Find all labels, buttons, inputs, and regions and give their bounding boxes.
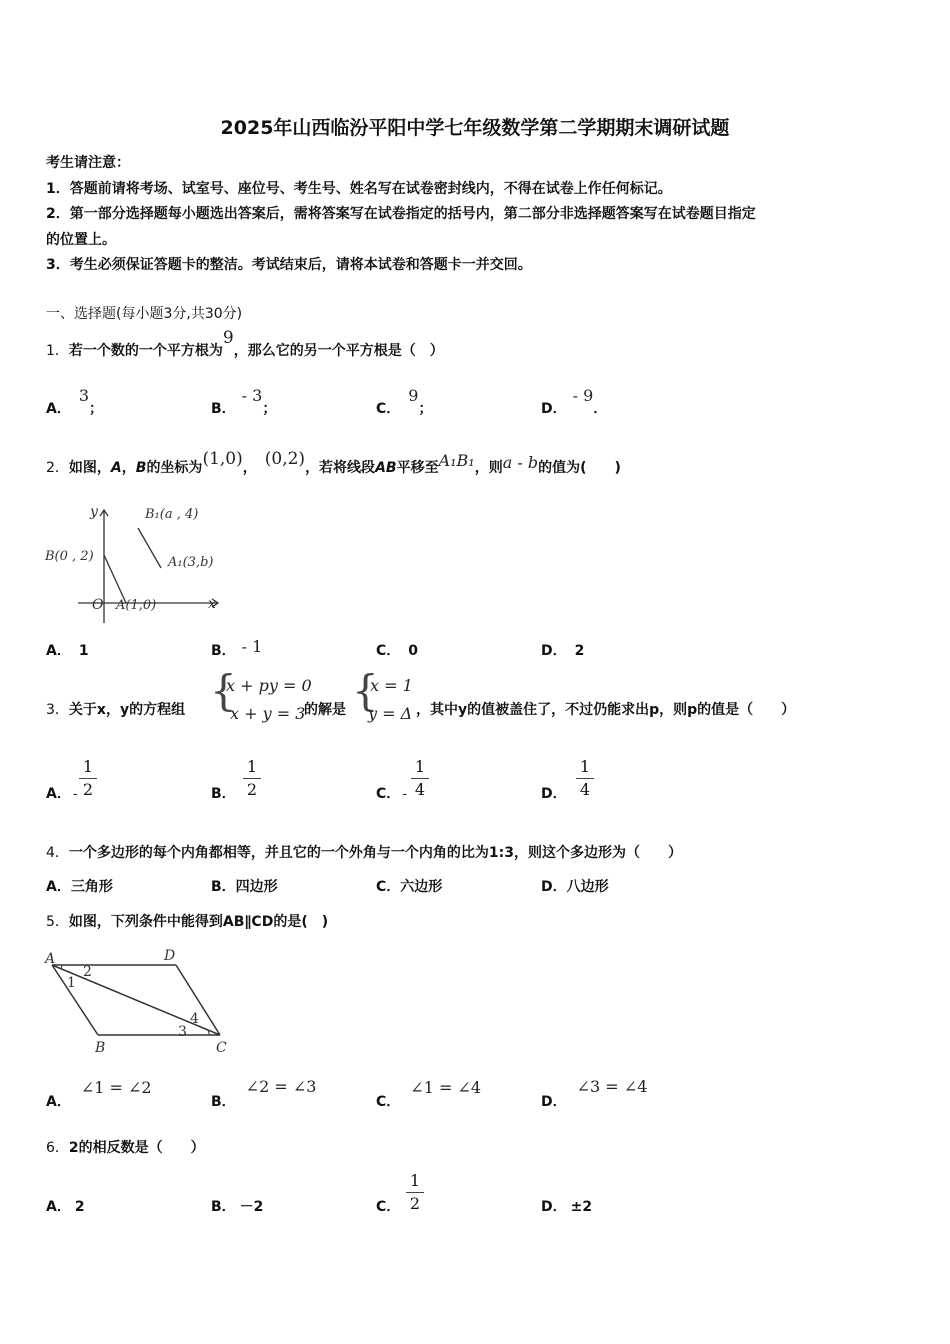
q5-option-d[interactable]: D．∠3 = ∠4 bbox=[541, 1077, 648, 1110]
q5-parallelogram-figure bbox=[40, 945, 240, 1060]
notice-item-2: 2．第一部分选择题每小题选出答案后，需将答案写在试卷指定的括号内，第二部分非选择题答案写在试卷题目指定 bbox=[46, 206, 756, 222]
q3-sol2: y = Δ bbox=[368, 704, 413, 723]
q3-system-brace: { bbox=[210, 666, 237, 715]
label-a: A bbox=[45, 951, 56, 967]
label-c: C bbox=[216, 1040, 227, 1056]
question-6: 6．2的相反数是（ ） bbox=[46, 1140, 205, 1156]
label-d: D bbox=[164, 948, 176, 964]
q2-option-a[interactable]: A． 1 bbox=[46, 643, 89, 659]
q3-text-c: ，其中y的值被盖住了，不过仍能求出p，则p的值是（ ） bbox=[416, 702, 796, 718]
angle-label-4: 4 bbox=[190, 1011, 199, 1027]
segment-a1b1 bbox=[138, 528, 161, 568]
q6-option-d[interactable]: D． ±2 bbox=[541, 1199, 593, 1215]
q1-text-a: 若一个数的一个平方根为 bbox=[68, 343, 223, 359]
q6-option-c[interactable]: C． bbox=[376, 1199, 401, 1215]
q3-option-c[interactable]: C． - bbox=[376, 786, 408, 802]
notice-heading: 考生请注意： bbox=[46, 155, 130, 171]
q2-option-c[interactable]: C． 0 bbox=[376, 643, 419, 659]
q2-coord-b: (0,2) bbox=[264, 449, 306, 469]
section-heading: 一、选择题(每小题3分,共30分) bbox=[46, 306, 243, 322]
x-label: x bbox=[208, 596, 216, 612]
q2-expr: a - b bbox=[502, 453, 539, 472]
q3-sol1: x = 1 bbox=[370, 676, 413, 695]
q1-option-a[interactable]: A．3； bbox=[46, 386, 104, 417]
page-title: 2025年山西临汾平阳中学七年级数学第二学期期末调研试题 bbox=[220, 117, 730, 139]
q5-option-a[interactable]: A．∠1 = ∠2 bbox=[46, 1078, 152, 1110]
q5-option-c[interactable]: C．∠1 = ∠4 bbox=[376, 1078, 482, 1110]
angle-label-3: 3 bbox=[178, 1024, 187, 1040]
notice-item-3: 3．考生必须保证答题卡的整洁。考试结束后，请将本试卷和答题卡一并交回。 bbox=[46, 257, 532, 273]
q1-text-b: ，那么它的另一个平方根是（ ） bbox=[233, 343, 444, 359]
q4-option-c[interactable]: C．六边形 bbox=[376, 879, 443, 895]
question-1 bbox=[46, 328, 444, 360]
q2-coordinate-figure bbox=[40, 500, 240, 625]
q3-option-a[interactable]: A． - bbox=[46, 786, 78, 802]
point-a-label: A(1,0) bbox=[116, 598, 157, 613]
q5-option-b[interactable]: B．∠2 = ∠3 bbox=[211, 1077, 317, 1110]
q3-solution-brace: { bbox=[352, 666, 379, 715]
q3-text-a: 3．关于x，y的方程组 bbox=[46, 702, 186, 718]
q4-option-d[interactable]: D．八边形 bbox=[541, 879, 609, 895]
q3-option-b[interactable]: B． bbox=[211, 786, 236, 802]
q1-value: 9 bbox=[222, 328, 234, 348]
q1-option-b[interactable]: B．- 3； bbox=[211, 386, 277, 417]
notice-item-1: 1．答题前请将考场、试室号、座位号、考生号、姓名写在试卷密封线内，不得在试卷上作任何标记。 bbox=[46, 181, 672, 197]
q3-option-d-fraction: 1 4 bbox=[575, 758, 595, 799]
y-label: y bbox=[90, 504, 98, 520]
point-b1-label: B₁(a , 4) bbox=[145, 507, 199, 522]
q3-option-b-fraction: 1 2 bbox=[242, 758, 262, 799]
q6-option-b[interactable]: B． －2 bbox=[211, 1199, 264, 1215]
angle-label-1: 1 bbox=[67, 975, 76, 991]
point-a1-label: A₁(3,b) bbox=[168, 555, 214, 570]
label-b: B bbox=[95, 1040, 106, 1056]
point-b-label: B(0 , 2) bbox=[45, 549, 94, 564]
q2-option-d[interactable]: D． 2 bbox=[541, 643, 585, 659]
question-number: 1． bbox=[46, 343, 69, 359]
q3-option-c-fraction: 1 4 bbox=[410, 758, 430, 799]
q1-option-c[interactable]: C．9； bbox=[376, 386, 433, 417]
question-4: 4．一个多边形的每个内角都相等，并且它的一个外角与一个内角的比为1:3，则这个多边形为（ ） bbox=[46, 845, 683, 861]
q2-option-b[interactable]: B． - 1 bbox=[211, 637, 263, 659]
question-5: 5．如图，下列条件中能得到AB∥CD的是( ) bbox=[46, 914, 329, 930]
question-2: 2．如图，A，B的坐标为(1,0)， (0,2)，若将线段AB平移至A₁B₁，则a - b的值为( ) bbox=[46, 449, 621, 476]
origin-label: O bbox=[92, 597, 104, 613]
q2-coord-a: (1,0) bbox=[202, 449, 243, 469]
q1-option-d[interactable]: D．- 9． bbox=[541, 386, 608, 417]
q6-option-a[interactable]: A． 2 bbox=[46, 1199, 85, 1215]
q2-a1b1: A₁B₁ bbox=[438, 451, 475, 470]
q3-option-a-fraction: 1 2 bbox=[78, 758, 98, 799]
angle-label-2: 2 bbox=[83, 964, 92, 980]
q3-eq2: x + y = 3 bbox=[230, 704, 306, 723]
q3-text-b: 的解是 bbox=[304, 702, 346, 718]
q4-option-a[interactable]: A．三角形 bbox=[46, 879, 113, 895]
q3-eq1: x + py = 0 bbox=[226, 676, 312, 695]
notice-item-2-cont: 的位置上。 bbox=[46, 232, 116, 248]
segment-ab bbox=[104, 555, 126, 603]
q4-option-b[interactable]: B．四边形 bbox=[211, 879, 278, 895]
q3-option-d[interactable]: D． bbox=[541, 786, 567, 802]
q6-option-c-fraction: 1 2 bbox=[405, 1172, 425, 1213]
